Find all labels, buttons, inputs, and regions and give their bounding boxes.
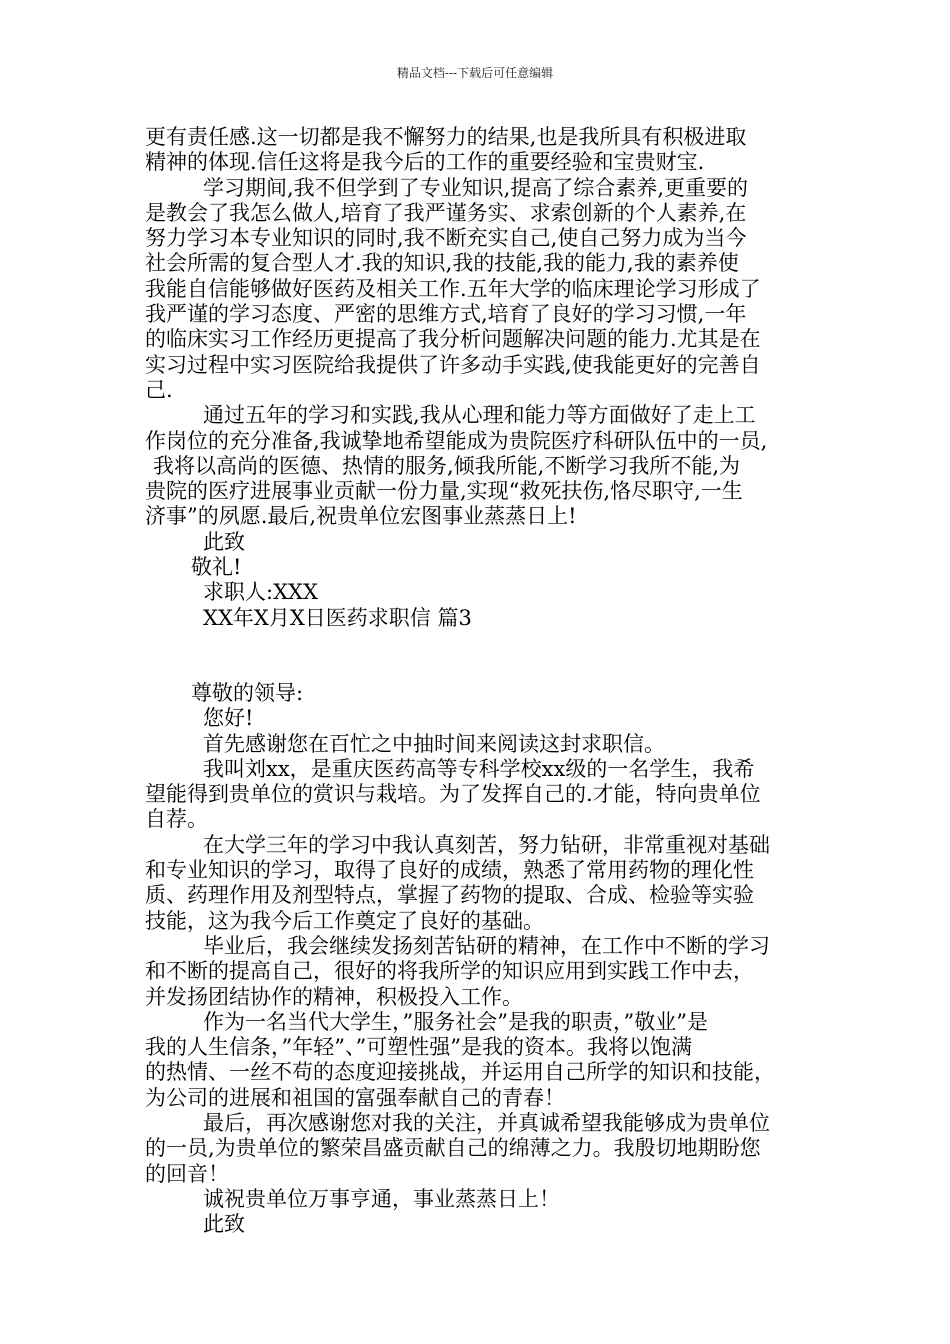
greeting-line: 尊敬的领导: — [191, 680, 304, 705]
text-line: 自荐。 — [145, 807, 208, 832]
text-line: 我的人生信条，”年轻”、”可塑性强”是我的资本。我将以饱满 — [145, 1035, 692, 1060]
text-line: 和专业知识的学习，取得了良好的成绩，熟悉了常用药物的理化性 — [145, 858, 754, 883]
paragraph-start: 通过五年的学习和实践,我从心理和能力等方面做好了走上工 — [203, 403, 756, 428]
text-line: 精神的体现.信任这将是我今后的工作的重要经验和宝贵财宝. — [145, 150, 705, 175]
text-line: 的热情、一丝不苟的态度迎接挑战，并运用自己所学的知识和技能， — [145, 1060, 775, 1085]
text-line: 的临床实习工作经历更提高了我分析问题解决问题的能力.尤其是在 — [145, 327, 761, 352]
paragraph-start: 作为一名当代大学生，”服务社会”是我的职责，”敬业”是 — [203, 1009, 708, 1034]
salutation-line: 敬礼! — [191, 555, 242, 580]
text-line: 努力学习本专业知识的同时,我不断充实自己,使自己努力成为当今 — [145, 226, 747, 251]
text-line: 我将以高尚的医德、热情的服务,倾我所能,不断学习我所不能,为 — [153, 453, 741, 478]
text-line: 贵院的医疗进展事业贡献一份力量,实现“救死扶伤,恪尽职守,一生 — [145, 479, 743, 504]
text-line: 望能得到贵单位的赏识与栽培。为了发挥自己的.才能，特向贵单位 — [145, 782, 761, 807]
text-line: 作岗位的充分准备,我诚挚地希望能成为贵院医疗科研队伍中的一员, — [145, 428, 768, 453]
closing-line: 此致 — [203, 529, 245, 554]
text-line: 社会所需的复合型人才.我的知识,我的技能,我的能力,我的素养使 — [145, 251, 739, 276]
paragraph-start: 诚祝贵单位万事亨通，事业蒸蒸日上！ — [203, 1186, 560, 1211]
paragraph-start: 首先感谢您在百忙之中抽时间来阅读这封求职信。 — [203, 731, 665, 756]
text-line: 的回音！ — [145, 1161, 229, 1186]
date-title-line: XX年X月X日医药求职信 篇3 — [203, 605, 472, 630]
document-body — [145, 125, 810, 1237]
text-line: 实习过程中实习医院给我提供了许多动手实践,使我能更好的完善自 — [145, 352, 761, 377]
text-line: 是教会了我怎么做人,培育了我严谨务实、求索创新的个人素养,在 — [145, 200, 747, 225]
text-line: 质、药理作用及剂型特点，掌握了药物的提取、合成、检验等实验 — [145, 883, 754, 908]
closing-line: 此致 — [203, 1212, 245, 1237]
text-line: 和不断的提高自己，很好的将我所学的知识应用到实践工作中去， — [145, 959, 754, 984]
text-line: 更有责任感.这一切都是我不懈努力的结果,也是我所具有积极进取 — [145, 125, 747, 149]
text-line: 我能自信能够做好医药及相关工作.五年大学的临床理论学习形成了 — [145, 276, 761, 301]
paragraph-start: 我叫刘xx，是重庆医药高等专科学校xx级的一名学生，我希 — [203, 756, 755, 781]
text-line: 己. — [145, 377, 173, 402]
text-line: 为公司的进展和祖国的富强奉献自己的青春！ — [145, 1085, 565, 1110]
paragraph-start: 毕业后，我会继续发扬刻苦钻研的精神，在工作中不断的学习 — [203, 933, 770, 958]
text-line: 我严谨的学习态度、严密的思维方式,培育了良好的学习习惯,一年 — [145, 302, 747, 327]
greeting-line: 您好! — [203, 706, 254, 731]
paragraph-start: 最后，再次感谢您对我的关注，并真诚希望我能够成为贵单位 — [203, 1110, 770, 1135]
text-line: 的一员,为贵单位的繁荣昌盛贡献自己的绵薄之力。我殷切地期盼您 — [145, 1136, 761, 1161]
signature-line: 求职人:XXX — [203, 580, 318, 605]
paragraph-start: 学习期间,我不但学到了专业知识,提高了综合素养,更重要的 — [203, 175, 749, 200]
text-line: 并发扬团结协作的精神，积极投入工作。 — [145, 984, 523, 1009]
paragraph-start: 在大学三年的学习中我认真刻苦，努力钻研，非常重视对基础 — [203, 832, 770, 857]
page-header: 精品文档---下载后可任意编辑 — [396, 66, 554, 80]
text-line: 济事”的夙愿.最后,祝贵单位宏图事业蒸蒸日上! — [145, 504, 577, 529]
text-line: 技能，这为我今后工作奠定了良好的基础。 — [145, 908, 544, 933]
